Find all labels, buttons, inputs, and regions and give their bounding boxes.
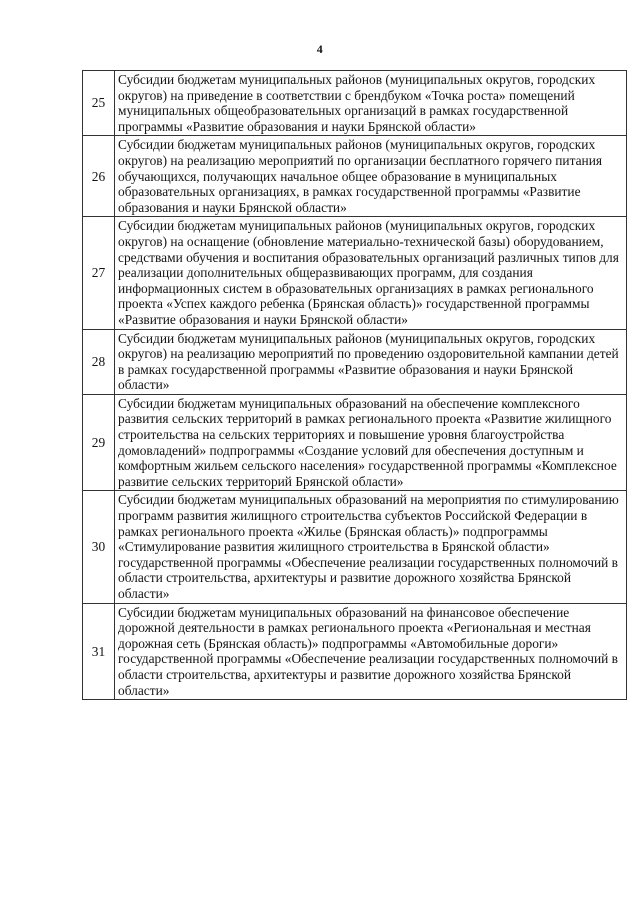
- row-description: Субсидии бюджетам муниципальных районов (муниципальных округов, городских округов) на приведение в соответствии с брендбуком «Точка роста» помещений муниципальных общеобразовательных организаций в рамках государственной программы «Развитие образования и науки Брянской области»: [115, 71, 627, 136]
- table-row: [83, 603, 627, 700]
- table-row: [83, 136, 627, 217]
- table-row: [83, 491, 627, 603]
- row-number: 29: [83, 394, 115, 491]
- row-description: Субсидии бюджетам муниципальных районов (муниципальных округов, городских округов) на реализацию мероприятий по проведению оздоровительной кампании детей в рамках государственной программы «Развитие образования и науки Брянской области»: [115, 329, 627, 394]
- row-number: 31: [83, 603, 115, 700]
- table-row: [83, 217, 627, 329]
- row-description: Субсидии бюджетам муниципальных образований на финансовое обеспечение дорожной деятельности в рамках регионального проекта «Региональная и местная дорожная сеть (Брянская область)» подпрограммы «Автомобильные дороги» государственной программы «Обеспечение реализации государственных полномочий в области строительства, архитектуры и развитие дорожного хозяйства Брянской области»: [115, 603, 627, 700]
- row-description: Субсидии бюджетам муниципальных районов (муниципальных округов, городских округов) на оснащение (обновление материально-технической базы) оборудованием, средствами обучения и воспитания образовательных организаций различных типов для реализации дополнительных общеразвивающих программ, для создания информационных систем в образовательных организациях в рамках регионального проекта «Успех каждого ребенка (Брянская область)» государственной программы «Развитие образования и науки Брянской области»: [115, 217, 627, 329]
- subsidies-table: [82, 70, 627, 700]
- table-row: [83, 394, 627, 491]
- row-number: 30: [83, 491, 115, 603]
- row-number: 26: [83, 136, 115, 217]
- row-number: 25: [83, 71, 115, 136]
- row-number: 27: [83, 217, 115, 329]
- table-row: [83, 329, 627, 394]
- page-number: 4: [316, 42, 324, 56]
- table-row: [83, 71, 627, 136]
- row-description: Субсидии бюджетам муниципальных образований на мероприятия по стимулированию программ развития жилищного строительства субъектов Российской Федерации в рамках регионального проекта «Жилье (Брянская область)» подпрограммы «Стимулирование развития жилищного строительства в Брянской области» государственной программы «Обеспечение реализации государственных полномочий в области строительства, архитектуры и развитие дорожного хозяйства Брянской области»: [115, 491, 627, 603]
- row-description: Субсидии бюджетам муниципальных районов (муниципальных округов, городских округов) на реализацию мероприятий по организации бесплатного горячего питания обучающихся, получающих начальное общее образование в муниципальных образовательных организациях, в рамках государственной программы «Развитие образования и науки Брянской области»: [115, 136, 627, 217]
- row-description: Субсидии бюджетам муниципальных образований на обеспечение комплексного развития сельских территорий в рамках регионального проекта «Развитие жилищного строительства на сельских территориях и повышение уровня благоустройства домовладений» подпрограммы «Создание условий для обеспечения доступным и комфортным жильем сельского населения» государственной программы «Комплексное развитие сельских территорий Брянской области»: [115, 394, 627, 491]
- row-number: 28: [83, 329, 115, 394]
